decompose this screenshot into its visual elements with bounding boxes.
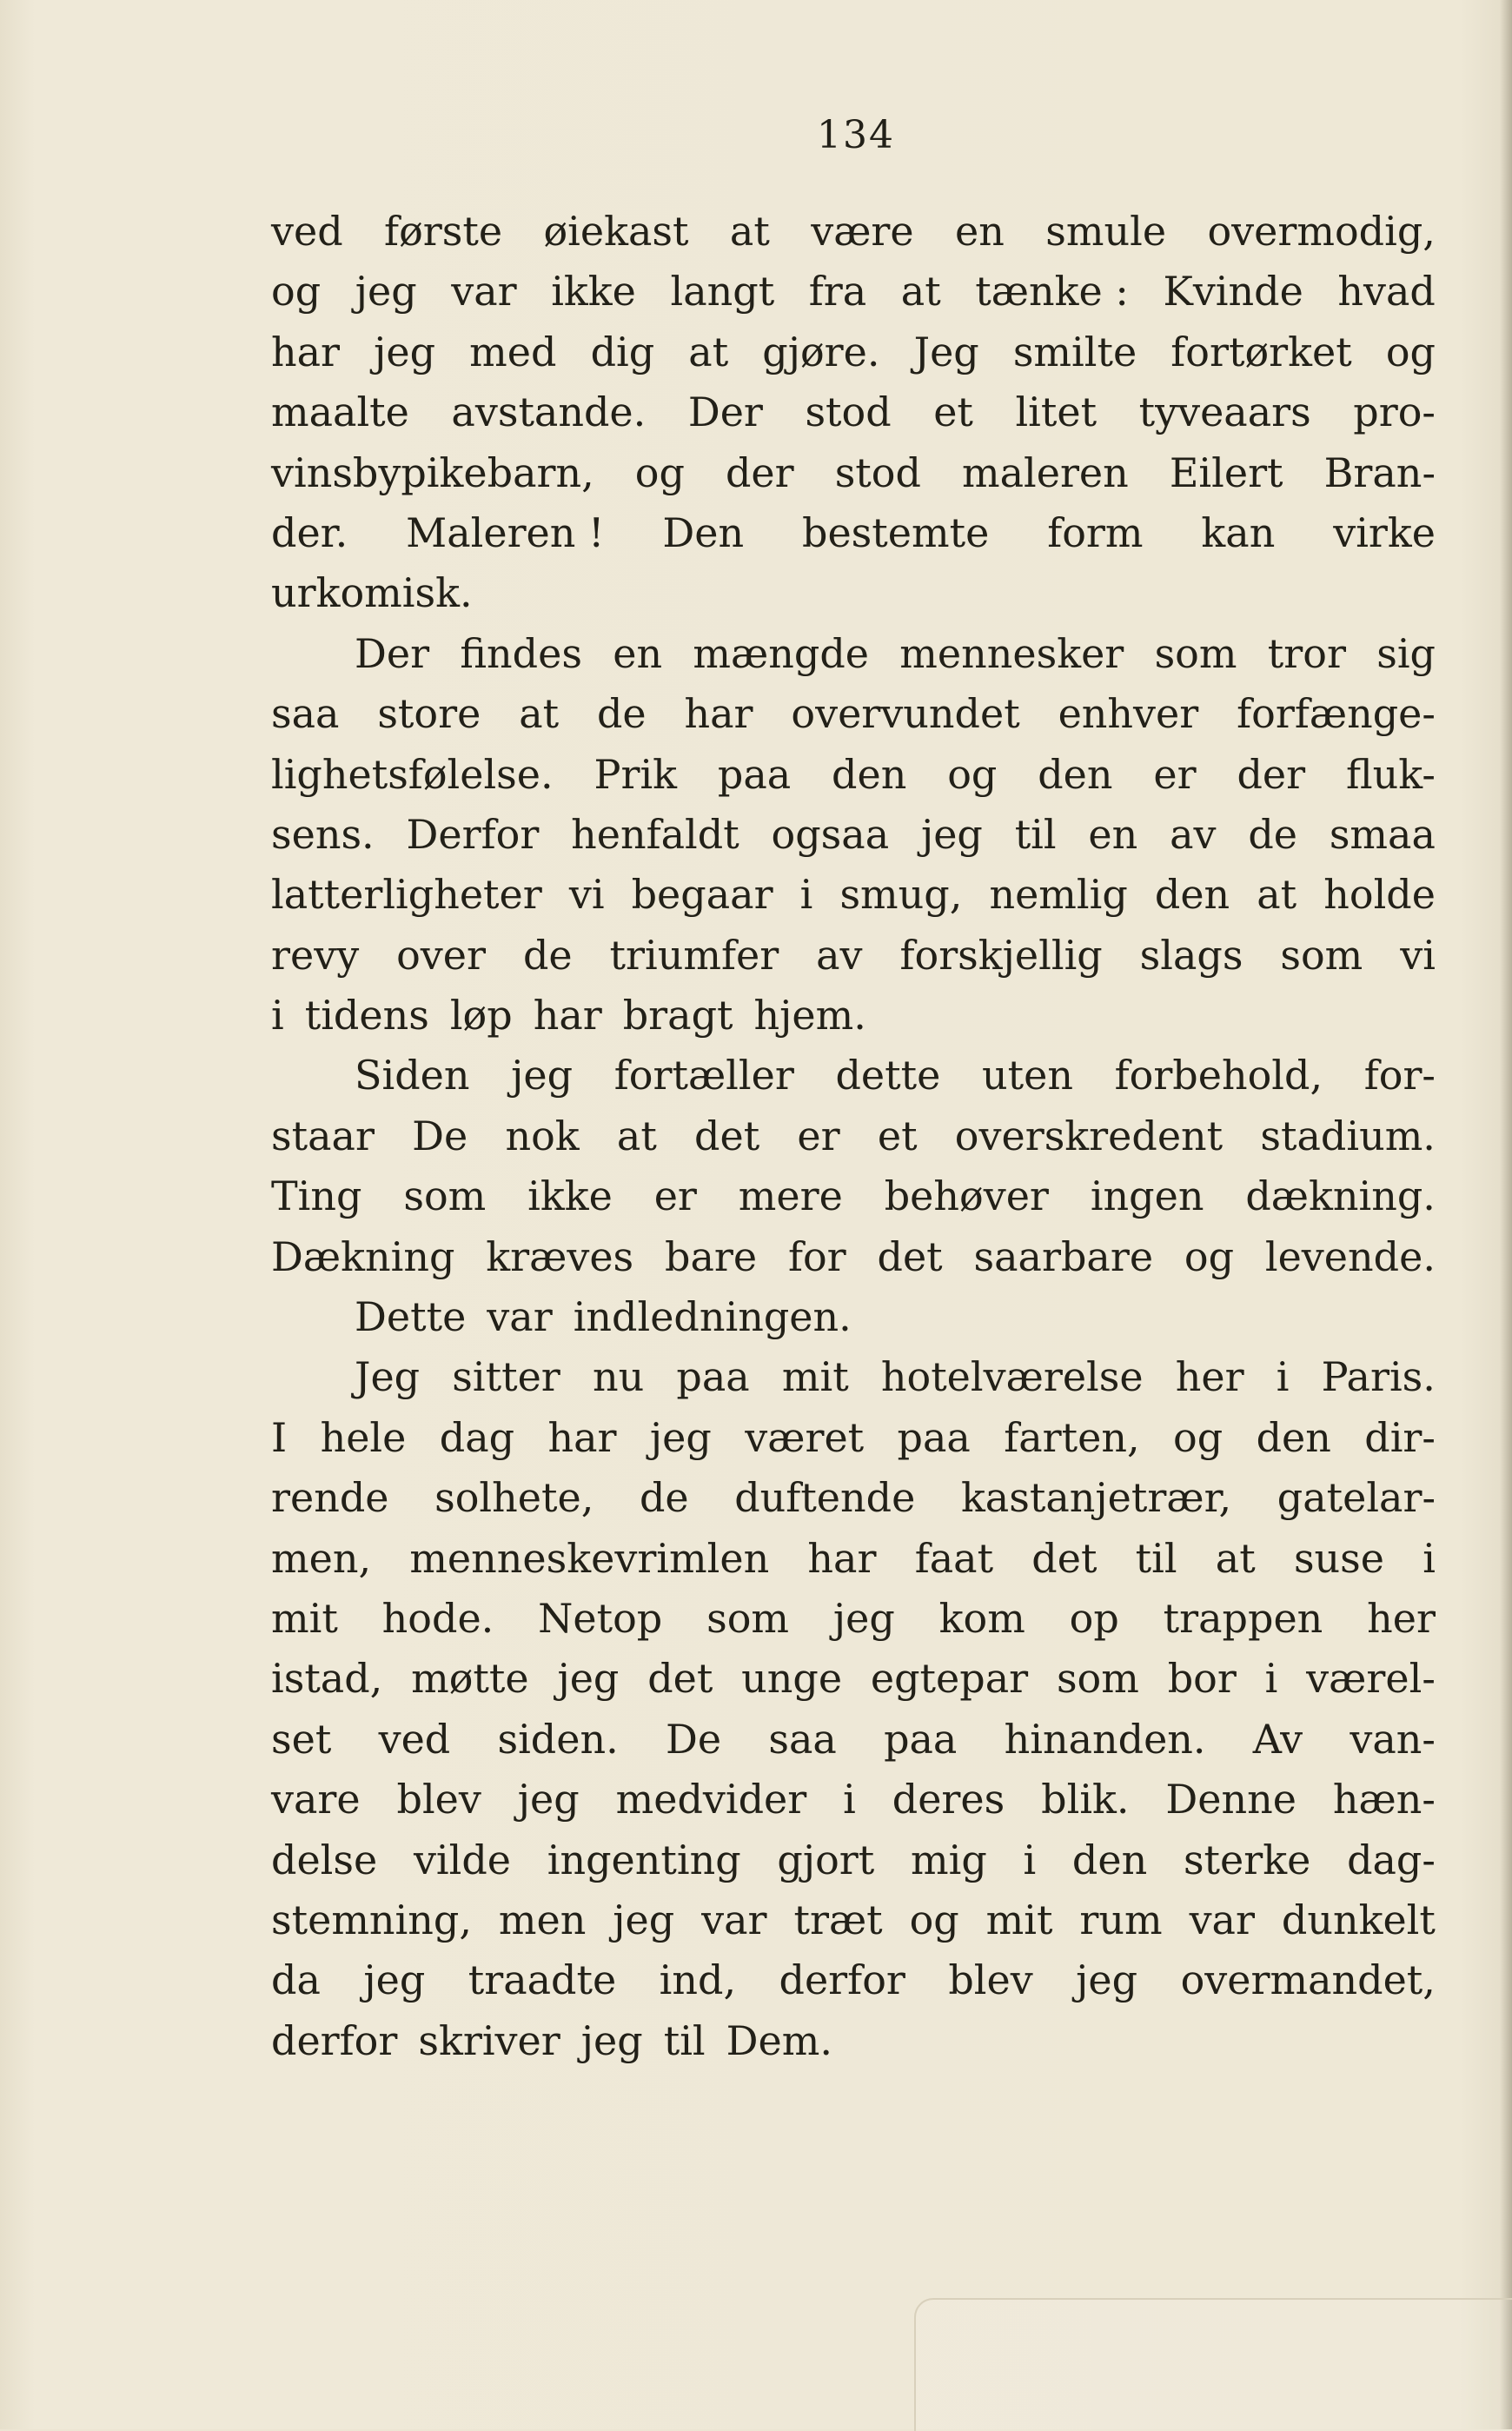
word: istad, — [271, 1655, 383, 1703]
word: bor — [1167, 1655, 1237, 1703]
word: har — [684, 690, 753, 738]
text-line — [271, 503, 1436, 563]
word: revy — [271, 931, 360, 979]
text-line — [271, 1649, 1436, 1709]
word: rum — [1079, 1896, 1163, 1943]
word: jeg — [374, 328, 436, 375]
text-line — [271, 1830, 1436, 1890]
word: bestemte — [802, 508, 990, 556]
word: Jeg — [355, 1353, 421, 1401]
word: set — [271, 1715, 332, 1763]
word: i — [1276, 1353, 1290, 1401]
word: jeg — [355, 268, 417, 315]
word: Netop — [538, 1594, 663, 1642]
word: det — [877, 1232, 943, 1280]
word: er — [797, 1112, 840, 1159]
word: jeg — [511, 1052, 574, 1099]
word: Der — [355, 629, 430, 677]
word: tænke : — [975, 268, 1129, 315]
word: kan — [1201, 508, 1276, 556]
word: at — [688, 328, 729, 375]
word: sig — [1376, 629, 1436, 677]
word: latterligheter — [271, 871, 542, 919]
text-line — [271, 1589, 1436, 1649]
word: Maleren ! — [406, 508, 605, 556]
word: mig — [910, 1836, 987, 1883]
word: var — [1189, 1896, 1255, 1943]
word: ingenting — [547, 1836, 741, 1883]
word: gatelar- — [1277, 1474, 1436, 1522]
word: nok — [505, 1112, 580, 1159]
word: avstande. — [451, 389, 647, 436]
word: rende — [271, 1474, 389, 1522]
word: mit — [781, 1353, 849, 1401]
word: trappen — [1163, 1594, 1323, 1642]
word: dir- — [1364, 1413, 1436, 1461]
word: var — [701, 1896, 767, 1943]
word: sterke — [1183, 1836, 1311, 1883]
word: lighetsfølelse. — [271, 750, 554, 798]
word: litet — [1015, 389, 1098, 436]
word: nemlig — [989, 871, 1128, 919]
word: bragt — [622, 992, 733, 1039]
word: forskjellig — [899, 931, 1103, 979]
word: solhete, — [434, 1474, 594, 1522]
word: blik. — [1041, 1776, 1130, 1823]
word: med — [469, 328, 557, 375]
word: Prik — [594, 750, 678, 798]
word: Jeg — [913, 328, 979, 375]
text-line — [271, 865, 1436, 925]
word: vare — [271, 1776, 361, 1823]
text-line — [271, 1046, 1436, 1106]
word: jeg — [649, 1413, 712, 1461]
word: dag — [439, 1413, 515, 1461]
word: holde — [1323, 871, 1436, 919]
text-line — [271, 1166, 1436, 1226]
word: medvider — [615, 1776, 807, 1823]
word: Siden — [355, 1052, 470, 1099]
text-line — [271, 1770, 1436, 1830]
text-line — [271, 805, 1436, 865]
word: jeg — [832, 1594, 895, 1642]
word: ikke — [527, 1172, 613, 1220]
text-line — [271, 1227, 1436, 1287]
word: maleren — [961, 448, 1129, 496]
word: en — [1088, 810, 1138, 858]
word: en — [955, 208, 1005, 255]
word: Eilert — [1169, 448, 1283, 496]
word: den — [832, 750, 907, 798]
word: blev — [396, 1776, 481, 1823]
text-line — [271, 1408, 1436, 1468]
word: menneskevrimlen — [409, 1534, 770, 1582]
text-line — [271, 202, 1436, 262]
word: de — [639, 1474, 689, 1522]
word: dag- — [1347, 1836, 1436, 1883]
word: overmandet, — [1180, 1956, 1436, 2004]
word: dig — [590, 328, 655, 375]
word: jeg — [613, 1896, 675, 1943]
word: derfor — [271, 2016, 398, 2064]
word: delse — [271, 1836, 378, 1883]
word: dunkelt — [1281, 1896, 1436, 1943]
text-line — [271, 262, 1436, 322]
word: i — [843, 1776, 856, 1823]
text-line — [271, 1347, 1436, 1407]
word: op — [1069, 1594, 1119, 1642]
word: dækning. — [1245, 1172, 1436, 1220]
word: mennesker — [899, 629, 1124, 677]
word: Dem. — [726, 2016, 832, 2064]
word: kræves — [486, 1232, 634, 1280]
word: den — [1154, 871, 1230, 919]
word: urkomisk. — [271, 569, 473, 617]
word: Av — [1252, 1715, 1303, 1763]
word: en — [613, 629, 663, 677]
word: den — [1071, 1836, 1148, 1883]
word: hotelværelse — [880, 1353, 1144, 1401]
word: ikke — [551, 268, 636, 315]
word: stod — [805, 389, 892, 436]
word: men, — [271, 1534, 372, 1582]
word: stod — [834, 448, 921, 496]
word: har — [271, 328, 341, 375]
word: men — [498, 1896, 587, 1943]
word: enhver — [1058, 690, 1199, 738]
word: øiekast — [543, 208, 689, 255]
word: og — [1385, 328, 1436, 375]
word: suse — [1293, 1534, 1384, 1582]
word: saa — [271, 690, 340, 738]
word: som — [1280, 931, 1363, 979]
word: deres — [892, 1776, 1005, 1823]
word: og — [909, 1896, 959, 1943]
word: jeg — [517, 1776, 580, 1823]
word: jeg — [580, 2016, 643, 2064]
word: de — [596, 690, 647, 738]
word: har — [807, 1534, 877, 1582]
word: da — [271, 1956, 321, 2004]
word: et — [933, 389, 973, 436]
word: som — [1056, 1655, 1139, 1703]
text-line — [271, 1287, 1436, 1347]
word: til — [1014, 810, 1057, 858]
word: traadte — [468, 1956, 617, 2004]
word: gjøre. — [762, 328, 880, 375]
word: er — [653, 1172, 697, 1220]
word: store — [377, 690, 481, 738]
word: hele — [320, 1413, 407, 1461]
word: Den — [662, 508, 745, 556]
word: begaar — [631, 871, 773, 919]
word: jeg — [557, 1655, 620, 1703]
word: møtte — [411, 1655, 529, 1703]
word: stadium. — [1260, 1112, 1436, 1159]
word: der — [1237, 750, 1306, 798]
word: at — [729, 208, 770, 255]
word: for — [787, 1232, 846, 1280]
word: hæn- — [1332, 1776, 1436, 1823]
word: løp — [449, 992, 513, 1039]
word: fluk- — [1345, 750, 1436, 798]
word: vinsbypikebarn, — [271, 448, 594, 496]
word: har — [547, 1413, 617, 1461]
word: et — [877, 1112, 918, 1159]
word: og — [271, 268, 322, 315]
word: tidens — [304, 992, 429, 1039]
word: farten, — [1004, 1413, 1140, 1461]
word: at — [1257, 871, 1297, 919]
text-line — [271, 1468, 1436, 1528]
word: Bran- — [1323, 448, 1436, 496]
word: som — [1154, 629, 1237, 677]
word: som — [706, 1594, 790, 1642]
word: og — [1184, 1232, 1235, 1280]
text-line — [271, 1710, 1436, 1770]
word: første — [384, 208, 503, 255]
word: der — [725, 448, 794, 496]
text-line — [271, 322, 1436, 382]
word: jeg — [920, 810, 983, 858]
text-line — [271, 1106, 1436, 1166]
word: de — [1248, 810, 1297, 858]
word: stemning, — [271, 1896, 472, 1943]
word: henfaldt — [571, 810, 739, 858]
word: ved — [378, 1715, 451, 1763]
word: Ting — [271, 1172, 362, 1220]
word: triumfer — [609, 931, 779, 979]
word: og — [1173, 1413, 1224, 1461]
word: den — [1256, 1413, 1331, 1461]
word: blev — [948, 1956, 1033, 2004]
word: duftende — [734, 1474, 916, 1522]
word: i — [271, 992, 284, 1039]
word: paa — [884, 1715, 958, 1763]
word: det — [694, 1112, 760, 1159]
word: der. — [271, 508, 348, 556]
text-line — [271, 1529, 1436, 1589]
word: været — [745, 1413, 865, 1461]
word: levende. — [1264, 1232, 1436, 1280]
word: unge — [741, 1655, 843, 1703]
word: indledningen. — [573, 1293, 852, 1341]
text-line — [271, 382, 1436, 442]
word: og — [947, 750, 998, 798]
word: de — [522, 931, 573, 979]
word: til — [663, 2016, 706, 2064]
word: at — [1215, 1534, 1256, 1582]
word: De — [412, 1112, 468, 1159]
word: mængde — [693, 629, 869, 677]
word: hjem. — [753, 992, 866, 1039]
word: fortæller — [613, 1052, 794, 1099]
word: dette — [835, 1052, 941, 1099]
word: uten — [981, 1052, 1073, 1099]
word: Dette — [355, 1293, 467, 1341]
word: findes — [460, 629, 582, 677]
word: er — [1153, 750, 1197, 798]
word: smule — [1045, 208, 1167, 255]
word: derfor — [779, 1956, 905, 2004]
word: paa — [897, 1413, 971, 1461]
word: slags — [1139, 931, 1243, 979]
text-line — [271, 2011, 1436, 2071]
word: til — [1135, 1534, 1177, 1582]
text-line — [271, 1950, 1436, 2010]
word: ved — [271, 208, 343, 255]
word: det — [1031, 1534, 1098, 1582]
text-line — [271, 443, 1436, 503]
word: maalte — [271, 389, 409, 436]
word: den — [1038, 750, 1113, 798]
word: behøver — [884, 1172, 1049, 1220]
word: virke — [1333, 508, 1436, 556]
word: forfænge- — [1237, 690, 1436, 738]
word: værel- — [1306, 1655, 1436, 1703]
text-line — [271, 745, 1436, 805]
word: for- — [1363, 1052, 1436, 1099]
word: fra — [808, 268, 867, 315]
text-line — [271, 1890, 1436, 1950]
word: her — [1175, 1353, 1244, 1401]
word: forbehold, — [1114, 1052, 1323, 1099]
word: nu — [592, 1353, 645, 1401]
word: smilte — [1012, 328, 1137, 375]
word: jeg — [1076, 1956, 1138, 2004]
word: at — [616, 1112, 657, 1159]
word: vilde — [413, 1836, 512, 1883]
word: gjort — [777, 1836, 875, 1883]
word: her — [1367, 1594, 1436, 1642]
word: og — [634, 448, 685, 496]
word: vi — [1400, 931, 1436, 979]
word: fortørket — [1170, 328, 1352, 375]
word: Paris. — [1321, 1353, 1436, 1401]
word: I — [271, 1413, 288, 1461]
word: træt — [793, 1896, 883, 1943]
word: van- — [1350, 1715, 1436, 1763]
word: hvad — [1337, 268, 1436, 315]
word: form — [1047, 508, 1144, 556]
word: i — [1264, 1655, 1278, 1703]
word: ingen — [1090, 1172, 1204, 1220]
word: i — [799, 871, 813, 919]
word: kastanjetrær, — [960, 1474, 1232, 1522]
text-line — [271, 926, 1436, 986]
word: paa — [717, 750, 792, 798]
word: ogsaa — [771, 810, 890, 858]
bottom-right-tab-outline — [914, 2298, 1512, 2431]
word: av — [816, 931, 863, 979]
word: i — [1422, 1534, 1436, 1582]
word: være — [811, 208, 914, 255]
word: skriver — [418, 2016, 560, 2064]
word: bare — [665, 1232, 758, 1280]
word: vi — [568, 871, 605, 919]
word: Dækning — [271, 1232, 455, 1280]
text-line — [271, 986, 1436, 1046]
word: saa — [768, 1715, 837, 1763]
word: tror — [1267, 629, 1346, 677]
word: staar — [271, 1112, 375, 1159]
word: tyveaars — [1138, 389, 1311, 436]
word: langt — [670, 268, 775, 315]
word: saarbare — [973, 1232, 1154, 1280]
word: pro- — [1353, 389, 1436, 436]
page-edge-shadow — [1500, 0, 1512, 2429]
word: smaa — [1329, 810, 1436, 858]
word: at — [519, 690, 560, 738]
word: i — [1023, 1836, 1037, 1883]
word: Der — [687, 389, 763, 436]
word: De — [665, 1715, 722, 1763]
word: overmodig, — [1207, 208, 1436, 255]
word: overskredent — [954, 1112, 1224, 1159]
word: paa — [676, 1353, 750, 1401]
word: jeg — [363, 1956, 426, 2004]
word: mit — [271, 1594, 338, 1642]
word: sitter — [452, 1353, 560, 1401]
word: hinanden. — [1004, 1715, 1206, 1763]
word: var — [451, 268, 517, 315]
word: over — [396, 931, 487, 979]
word: Derfor — [406, 810, 540, 858]
word: Denne — [1165, 1776, 1296, 1823]
word: at — [900, 268, 941, 315]
word: mit — [985, 1896, 1053, 1943]
text-line — [271, 563, 1436, 623]
word: faat — [914, 1534, 994, 1582]
word: hode. — [381, 1594, 494, 1642]
word: som — [403, 1172, 487, 1220]
page-number: 134 — [817, 113, 895, 157]
word: Kvinde — [1163, 268, 1303, 315]
word: siden. — [497, 1715, 619, 1763]
word: egtepar — [870, 1655, 1029, 1703]
word: overvundet — [791, 690, 1020, 738]
word: ind, — [659, 1956, 737, 2004]
word: smug, — [839, 871, 963, 919]
body-text — [271, 202, 1436, 2071]
word: det — [647, 1655, 713, 1703]
text-line — [271, 684, 1436, 744]
word: av — [1170, 810, 1217, 858]
word: har — [533, 992, 602, 1039]
word: var — [487, 1293, 553, 1341]
word: kom — [938, 1594, 1025, 1642]
text-line — [271, 624, 1436, 684]
word: sens. — [271, 810, 375, 858]
word: mere — [738, 1172, 843, 1220]
